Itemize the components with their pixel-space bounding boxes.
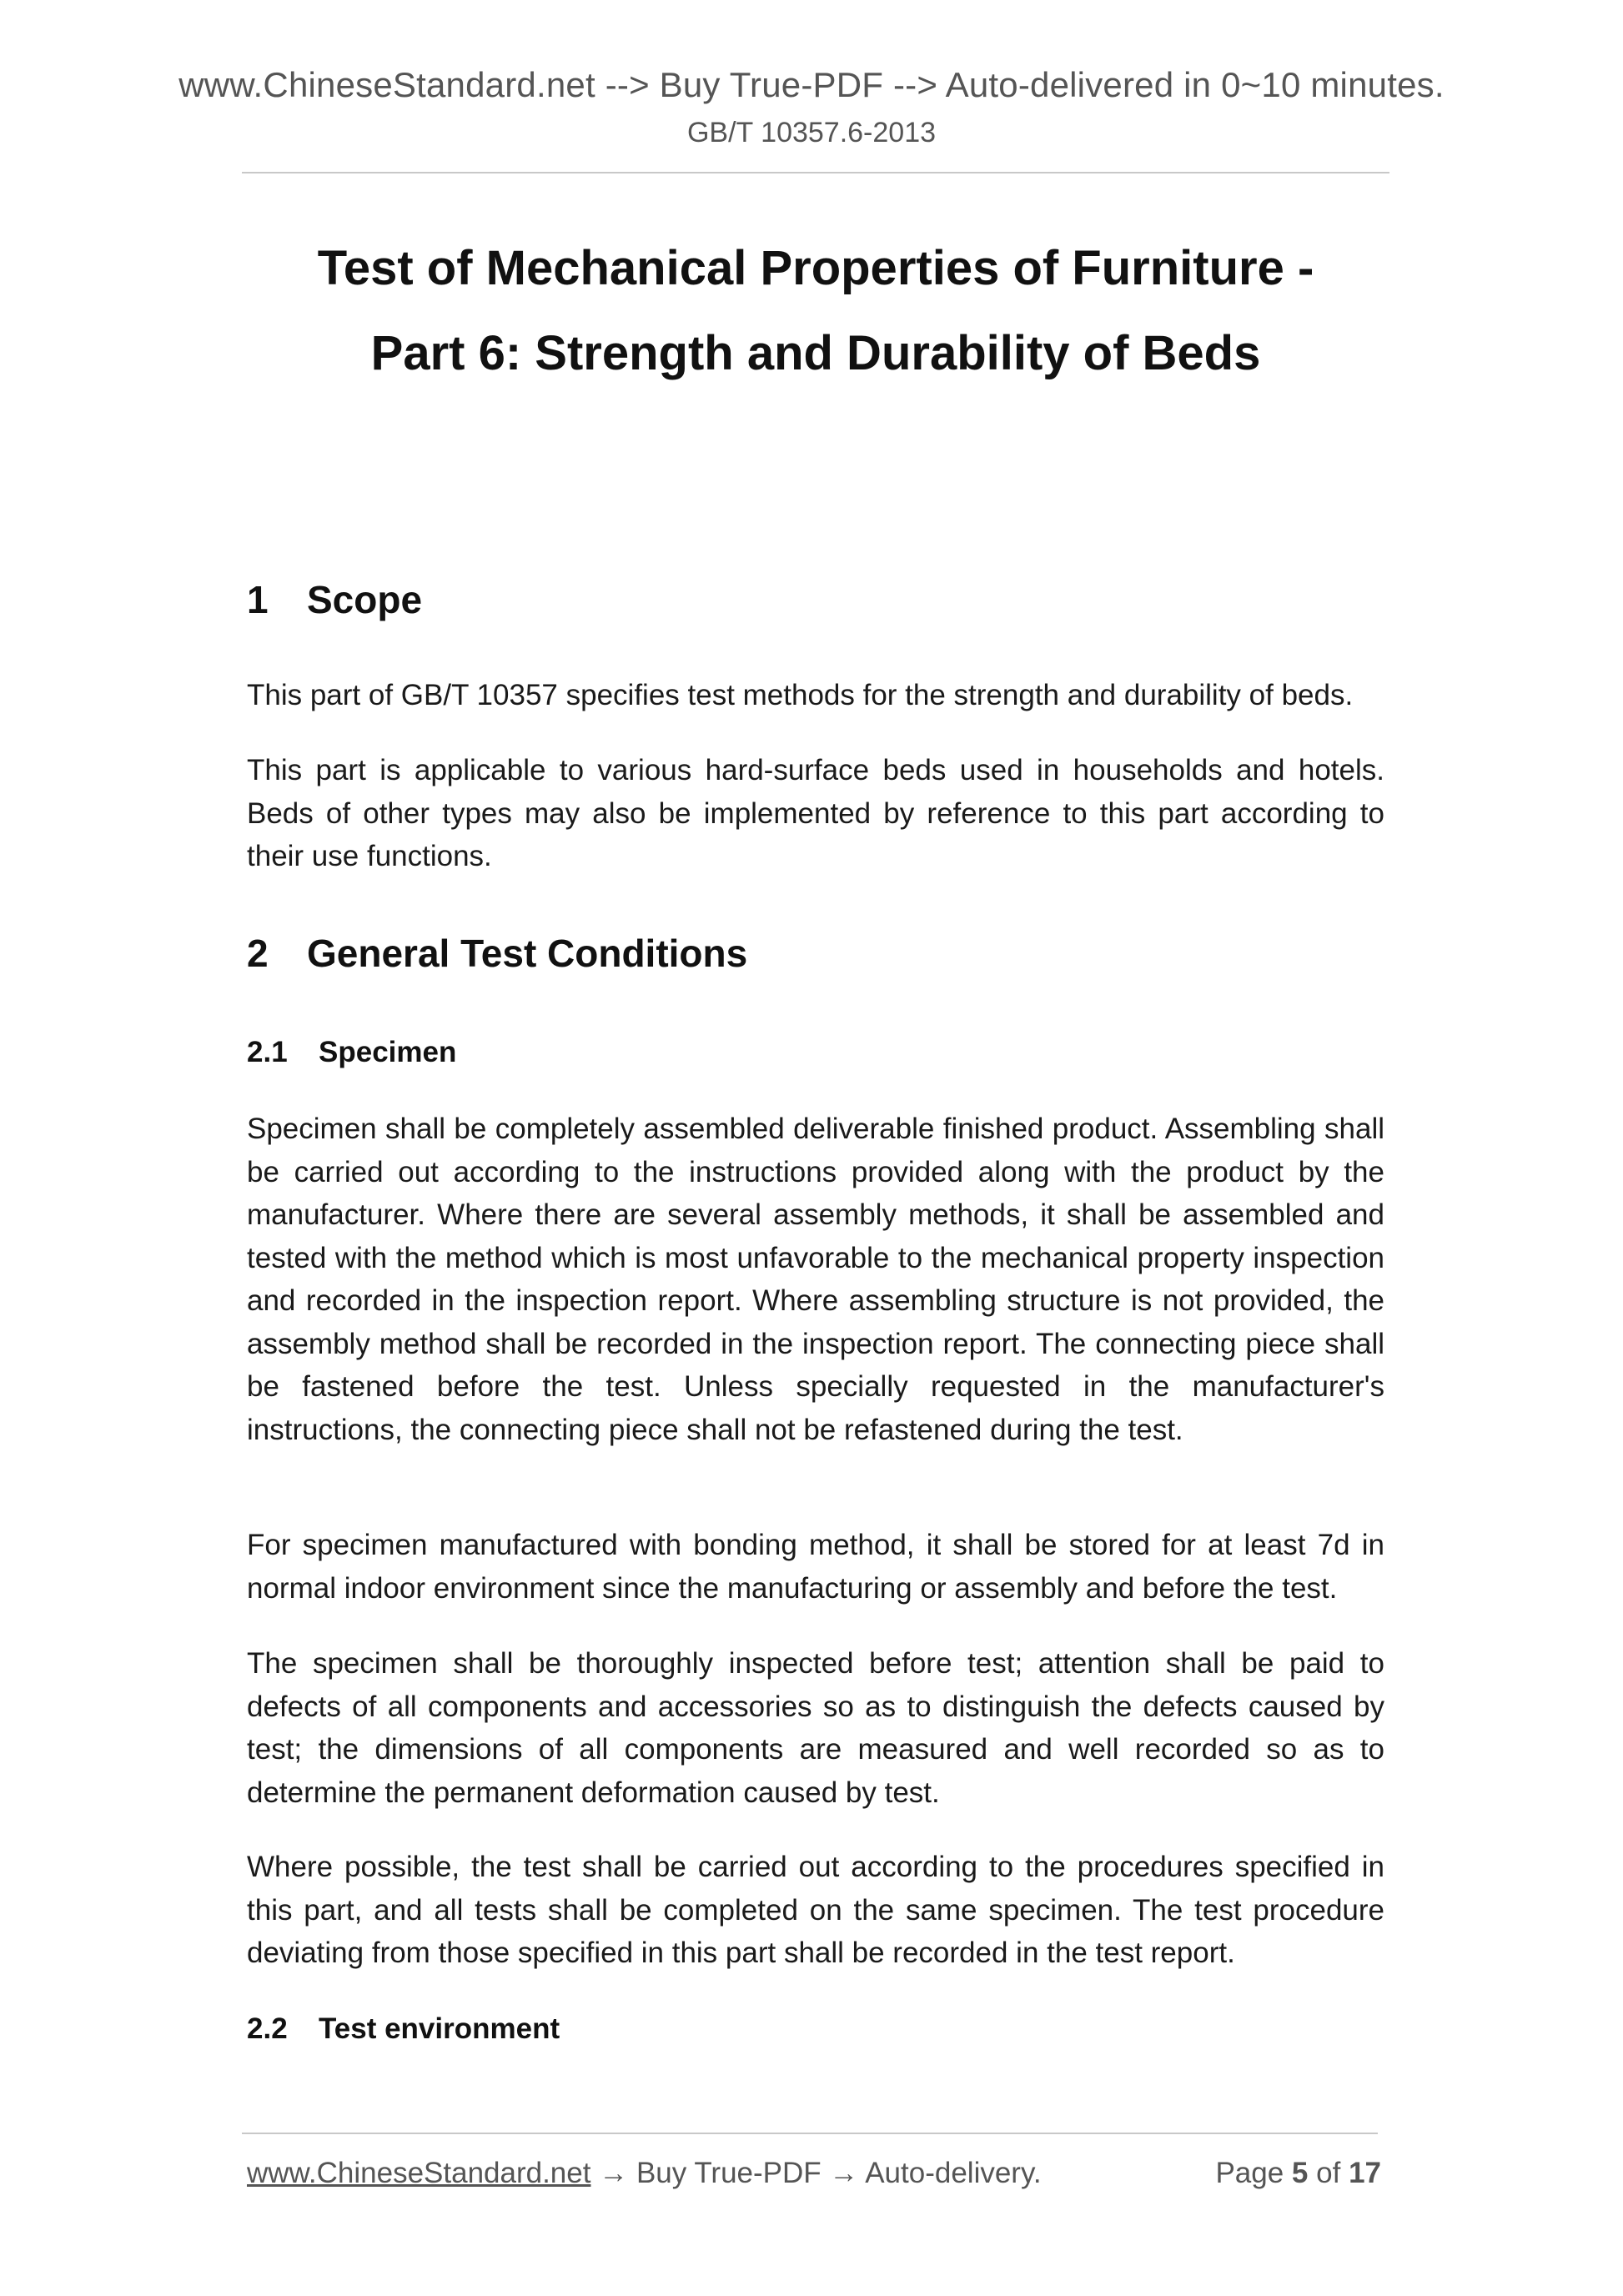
footer-divider	[242, 2133, 1378, 2134]
subsection-title: Specimen	[319, 1036, 457, 1068]
section-number: 1	[247, 578, 269, 621]
subsection-number: 2.1	[247, 1036, 288, 1068]
arrow-right-icon: →	[599, 2157, 629, 2189]
paragraph: Specimen shall be completely assembled deliverable finished product. Assembling shall be carried out according to the instructions provided along with the product by the manufacturer. Where there are several assembly methods, it shall be assembled and tested with the method which is most unfavorable to the mechanical property inspection and recorded in the inspection report. Where assembling structure is not provided, the assembly method shall be recorded in the inspection report. The connecting piece shall be fastened before the test. Unless specially requested in the manufacturer's instructions, the connecting piece shall not be refastened during the test.	[247, 1113, 1384, 1446]
section-2-heading	[247, 931, 747, 976]
document-title-line-2: Part 6: Strength and Durability of Beds	[370, 326, 1261, 380]
page-indicator	[1181, 2157, 1381, 2190]
buy-pdf-text: Buy True-PDF	[636, 2157, 822, 2189]
page-label: Page	[1215, 2157, 1284, 2189]
paragraph: The specimen shall be thoroughly inspected before test; attention shall be paid to defects of all components and accessories so as to distinguish the defects caused by test; the dimensions of all components are measured and well recorded so as to determine the permanent deformation caused by test.	[247, 1647, 1384, 1809]
arrow-right-icon: →	[829, 2157, 859, 2189]
footer-links	[247, 2157, 1042, 2190]
subsection-2-2-heading	[247, 2012, 560, 2046]
site-link[interactable]: www.ChineseStandard.net	[247, 2157, 591, 2189]
header-banner: www.ChineseStandard.net --> Buy True-PDF --> Auto-delivered in 0~10 minutes.	[178, 65, 1445, 104]
subsection-number: 2.2	[247, 2012, 288, 2045]
document-title-line-1: Test of Mechanical Properties of Furniture -	[317, 241, 1314, 295]
section-title: Scope	[307, 578, 423, 621]
section-title: General Test Conditions	[307, 932, 748, 975]
header-divider	[242, 172, 1389, 173]
page-number: 5	[1291, 2157, 1309, 2189]
section-1-heading	[247, 577, 422, 622]
auto-delivery-text: Auto-delivery.	[865, 2157, 1042, 2189]
of-label: of	[1316, 2157, 1341, 2189]
standard-code: GB/T 10357.6-2013	[686, 117, 937, 148]
paragraph: Where possible, the test shall be carried out according to the procedures specified in this part, and all tests shall be completed on the same specimen. The test procedure deviating from those specified in this part shall be recorded in the test report.	[247, 1851, 1384, 1969]
total-pages: 17	[1349, 2157, 1381, 2189]
section-number: 2	[247, 932, 269, 975]
paragraph: This part of GB/T 10357 specifies test methods for the strength and durability of beds.	[247, 679, 1354, 711]
subsection-2-1-heading	[247, 1036, 456, 1069]
paragraph: For specimen manufactured with bonding method, it shall be stored for at least 7d in normal indoor environment since the manufacturing or assembly and before the test.	[247, 1529, 1384, 1605]
paragraph: This part is applicable to various hard-surface beds used in households and hotels. Beds of other types may also be implemented by reference to this part according to their use functions.	[247, 754, 1384, 872]
subsection-title: Test environment	[319, 2012, 560, 2045]
